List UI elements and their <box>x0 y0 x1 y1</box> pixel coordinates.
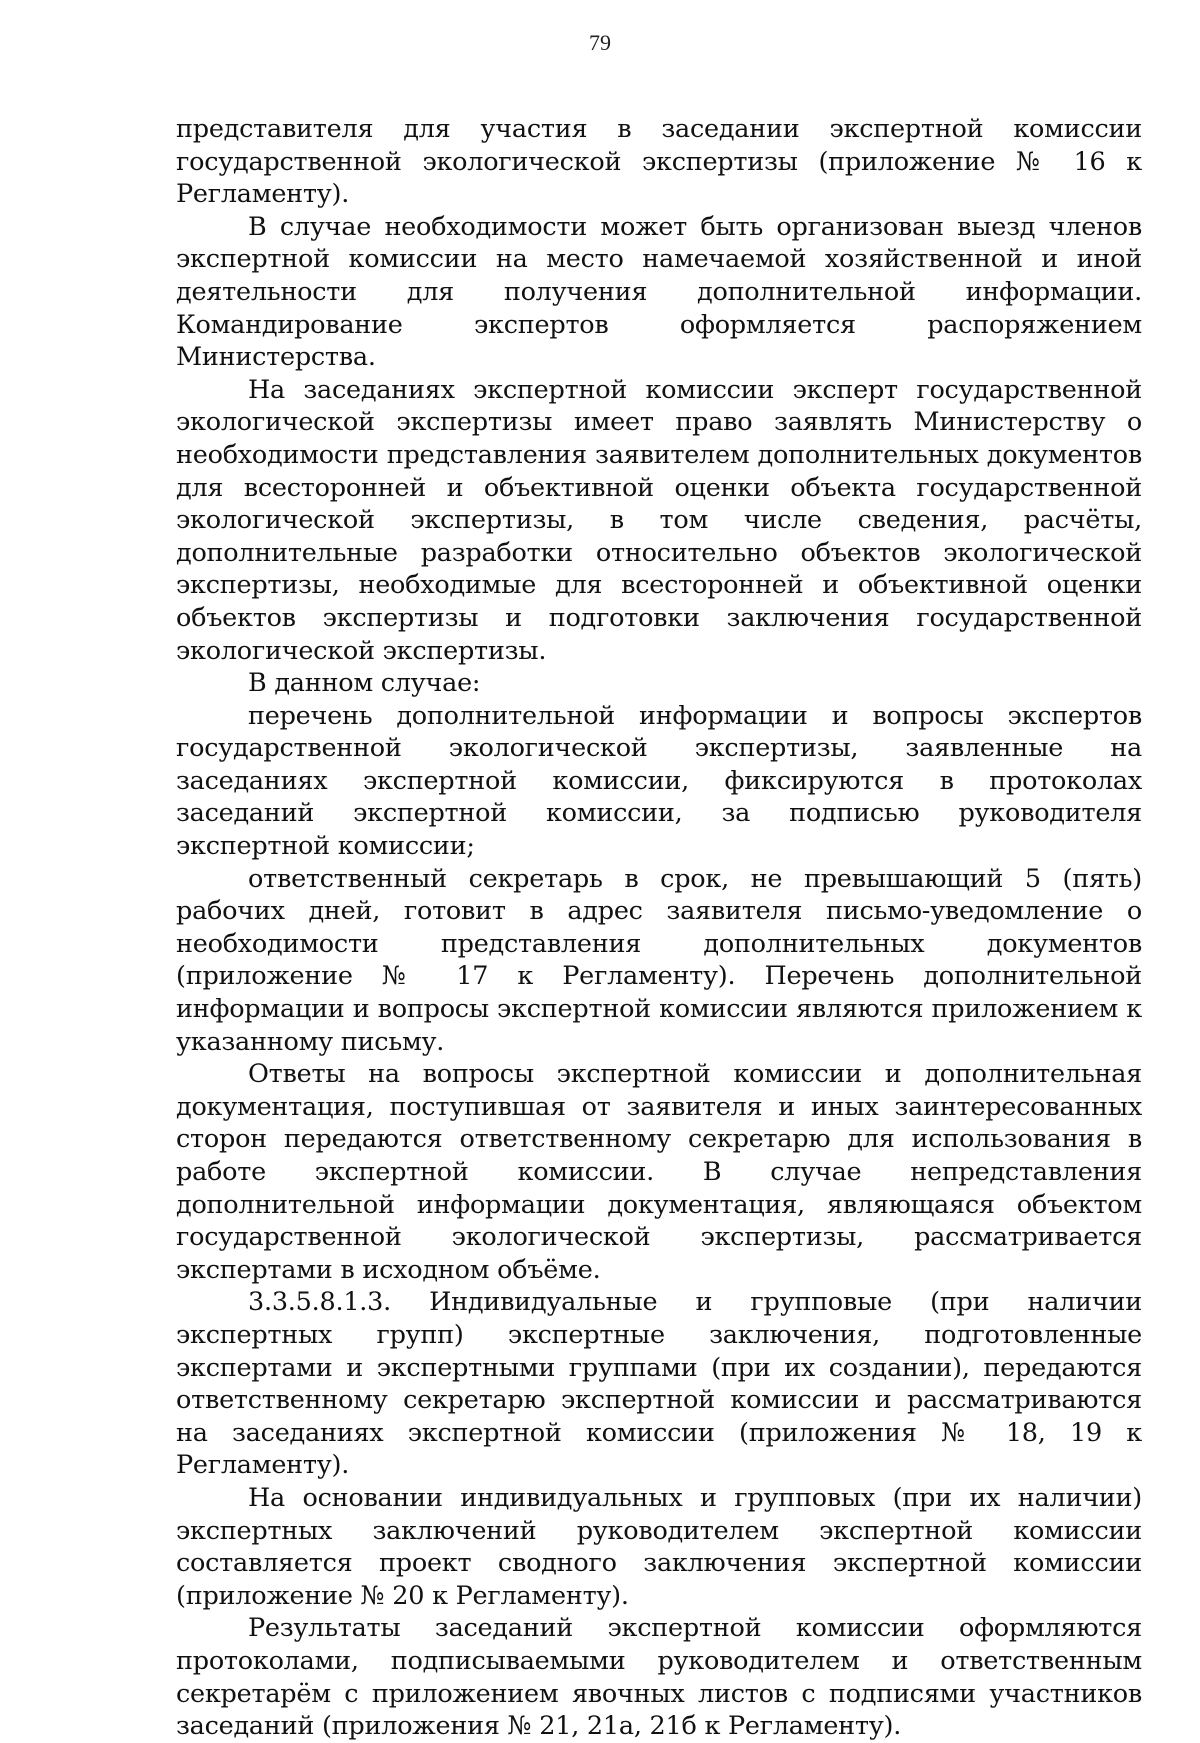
paragraph-section-3-3-5-8-1-3: 3.3.5.8.1.3. Индивидуальные и групповые (при наличии экспертных групп) экспертные заключения, подготовленные экспертами и экспертными группами (при их создании), передаются ответственному секретарю экспертной комиссии и рассматриваются на заседаниях экспертной комиссии (приложения № 18, 19 к Регламенту). <box>176 1287 1142 1481</box>
paragraph-meeting-results: Результаты заседаний экспертной комиссии оформляются протоколами, подписываемыми руководителем и ответственным секретарём с приложением явочных листов с подписями участников заседаний (приложения № 21, 21а, 21б к Регламенту). <box>176 1613 1142 1742</box>
paragraph-in-this-case: В данном случае: <box>248 668 481 699</box>
paragraph-continuation: представителя для участия в заседании экспертной комиссии государственной экологической экспертизы (приложение № 16 к Регламенту). <box>176 114 1142 210</box>
page-number: 79 <box>589 30 611 55</box>
paragraph-secretary-notice: ответственный секретарь в срок, не превышающий 5 (пять) рабочих дней, готовит в адрес заявителя письмо-уведомление о необходимости представления дополнительных документов (приложение № 17 к Регламенту). Перечень дополнительной информации и вопросы экспертной комиссии являются приложением к указанному письму. <box>176 863 1142 1057</box>
document-body <box>176 113 1142 1743</box>
paragraph-info-list: перечень дополнительной информации и вопросы экспертов государственной экологической экспертизы, заявленные на заседаниях экспертной комиссии, фиксируются в протоколах заседаний экспертной комиссии, за подписью руководителя экспертной комиссии; <box>176 700 1142 862</box>
paragraph-summary-draft: На основании индивидуальных и групповых (при их наличии) экспертных заключений руководителем экспертной комиссии составляется проект сводного заключения экспертной комиссии (приложение № 20 к Регламенту). <box>176 1482 1142 1611</box>
paragraph-site-visit: В случае необходимости может быть организован выезд членов экспертной комиссии на место намечаемой хозяйственной и иной деятельности для получения дополнительной информации. Командирование экспертов оформляется распоряжением Министерства. <box>176 211 1142 373</box>
paragraph-expert-rights: На заседаниях экспертной комиссии эксперт государственной экологической экспертизы имеет право заявлять Министерству о необходимости представления заявителем дополнительных документов для всесторонней и объективной оценки объекта государственной экологической экспертизы, в том числе сведения, расчёты, дополнительные разработки относительно объектов экологической экспертизы, необходимые для всесторонней и объективной оценки объектов экспертизы и подготовки заключения государственной экологической экспертизы. <box>176 374 1142 666</box>
paragraph-answers: Ответы на вопросы экспертной комиссии и дополнительная документация, поступившая от заявителя и иных заинтересованных сторон передаются ответственному секретарю для использования в работе экспертной комиссии. В случае непредставления дополнительной информации документация, являющаяся объектом государственной экологической экспертизы, рассматривается экспертами в исходном объёме. <box>176 1059 1142 1285</box>
